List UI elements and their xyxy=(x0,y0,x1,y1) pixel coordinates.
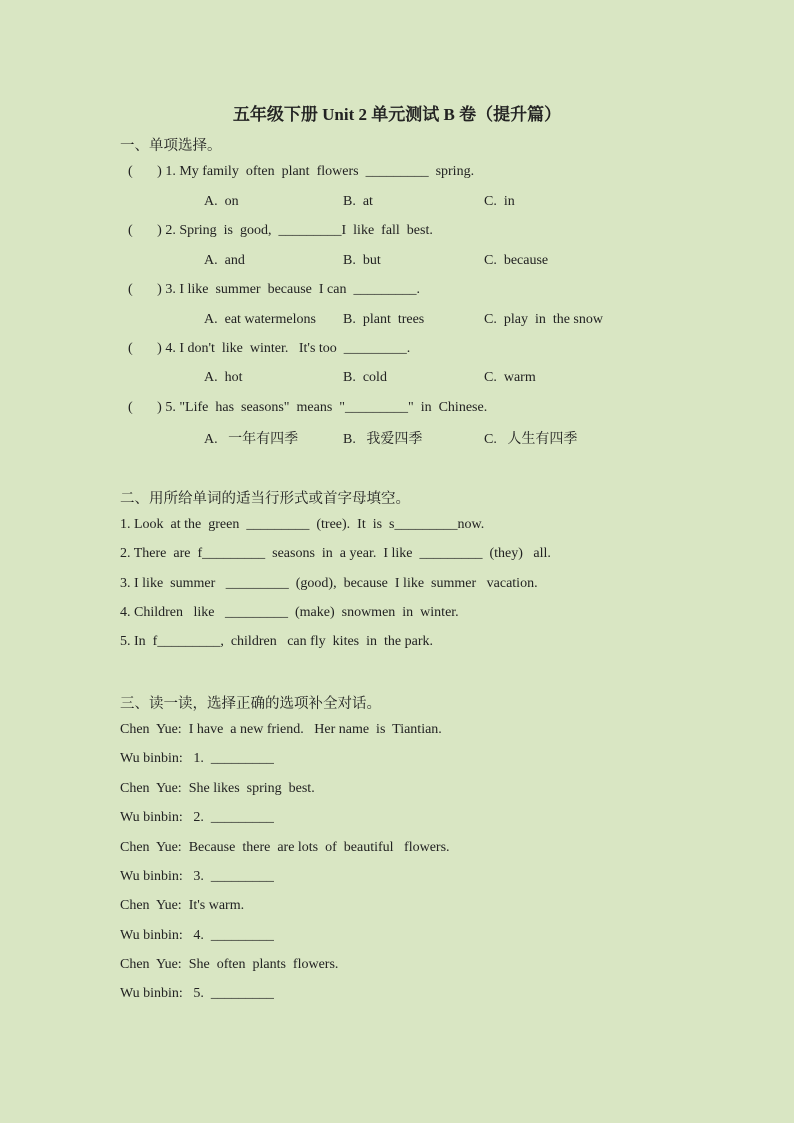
question-4-option-c: C. warm xyxy=(484,370,536,385)
question-1-option-b: B. at xyxy=(343,194,373,209)
question-3-stem: ( ) 3. I like summer because I can _________. xyxy=(128,282,420,297)
fill-line-3: 3. I like summer _________ (good), because I like summer vacation. xyxy=(120,576,538,591)
question-2-stem: ( ) 2. Spring is good, _________I like fall best. xyxy=(128,223,433,238)
question-1-option-a: A. on xyxy=(204,194,239,209)
question-3-option-c: C. play in the snow xyxy=(484,312,603,327)
question-3-option-b: B. plant trees xyxy=(343,312,425,327)
question-4-option-a: A. hot xyxy=(204,370,243,385)
question-5-option-a: A. 一年有四季 xyxy=(204,432,299,447)
section2-heading: 二、用所给单词的适当行形式或首字母填空。 xyxy=(120,491,410,507)
dialog-line-4: Wu binbin: 2. _________ xyxy=(120,810,274,825)
page-title: 五年级下册 Unit 2 单元测试 B 卷（提升篇） xyxy=(232,105,562,124)
dialog-line-5: Chen Yue: Because there are lots of beautiful flowers. xyxy=(120,840,450,855)
section3-heading: 三、读一读，选择正确的选项补全对话。 xyxy=(120,696,381,712)
dialog-line-6: Wu binbin: 3. _________ xyxy=(120,869,274,884)
question-1-stem: ( ) 1. My family often plant flowers _________ spring. xyxy=(128,164,475,179)
dialog-line-2: Wu binbin: 1. _________ xyxy=(120,751,274,766)
question-5-option-c: C. 人生有四季 xyxy=(484,432,578,447)
fill-line-1: 1. Look at the green _________ (tree). It is s_________now. xyxy=(120,517,485,532)
question-2-option-b: B. but xyxy=(343,253,381,268)
question-2-option-a: A. and xyxy=(204,253,245,268)
question-4-option-b: B. cold xyxy=(343,370,387,385)
fill-line-5: 5. In f_________, children can fly kites in the park. xyxy=(120,634,433,649)
question-2-option-c: C. because xyxy=(484,253,549,268)
dialog-line-3: Chen Yue: She likes spring best. xyxy=(120,781,315,796)
dialog-line-9: Chen Yue: She often plants flowers. xyxy=(120,957,339,972)
fill-line-4: 4. Children like _________ (make) snowmen in winter. xyxy=(120,605,459,620)
dialog-line-1: Chen Yue: I have a new friend. Her name is Tiantian. xyxy=(120,722,442,737)
fill-line-2: 2. There are f_________ seasons in a year. I like _________ (they) all. xyxy=(120,546,551,561)
question-1-option-c: C. in xyxy=(484,194,515,209)
question-5-option-b: B. 我爱四季 xyxy=(343,432,423,447)
section1-heading: 一、单项选择。 xyxy=(120,138,222,154)
dialog-line-10: Wu binbin: 5. _________ xyxy=(120,986,274,1001)
dialog-line-7: Chen Yue: It's warm. xyxy=(120,898,245,913)
question-4-stem: ( ) 4. I don't like winter. It's too _________. xyxy=(128,341,411,356)
question-5-stem: ( ) 5. "Life has seasons" means "_________" in Chinese. xyxy=(128,400,488,415)
question-3-option-a: A. eat watermelons xyxy=(204,312,316,327)
dialog-line-8: Wu binbin: 4. _________ xyxy=(120,928,274,943)
